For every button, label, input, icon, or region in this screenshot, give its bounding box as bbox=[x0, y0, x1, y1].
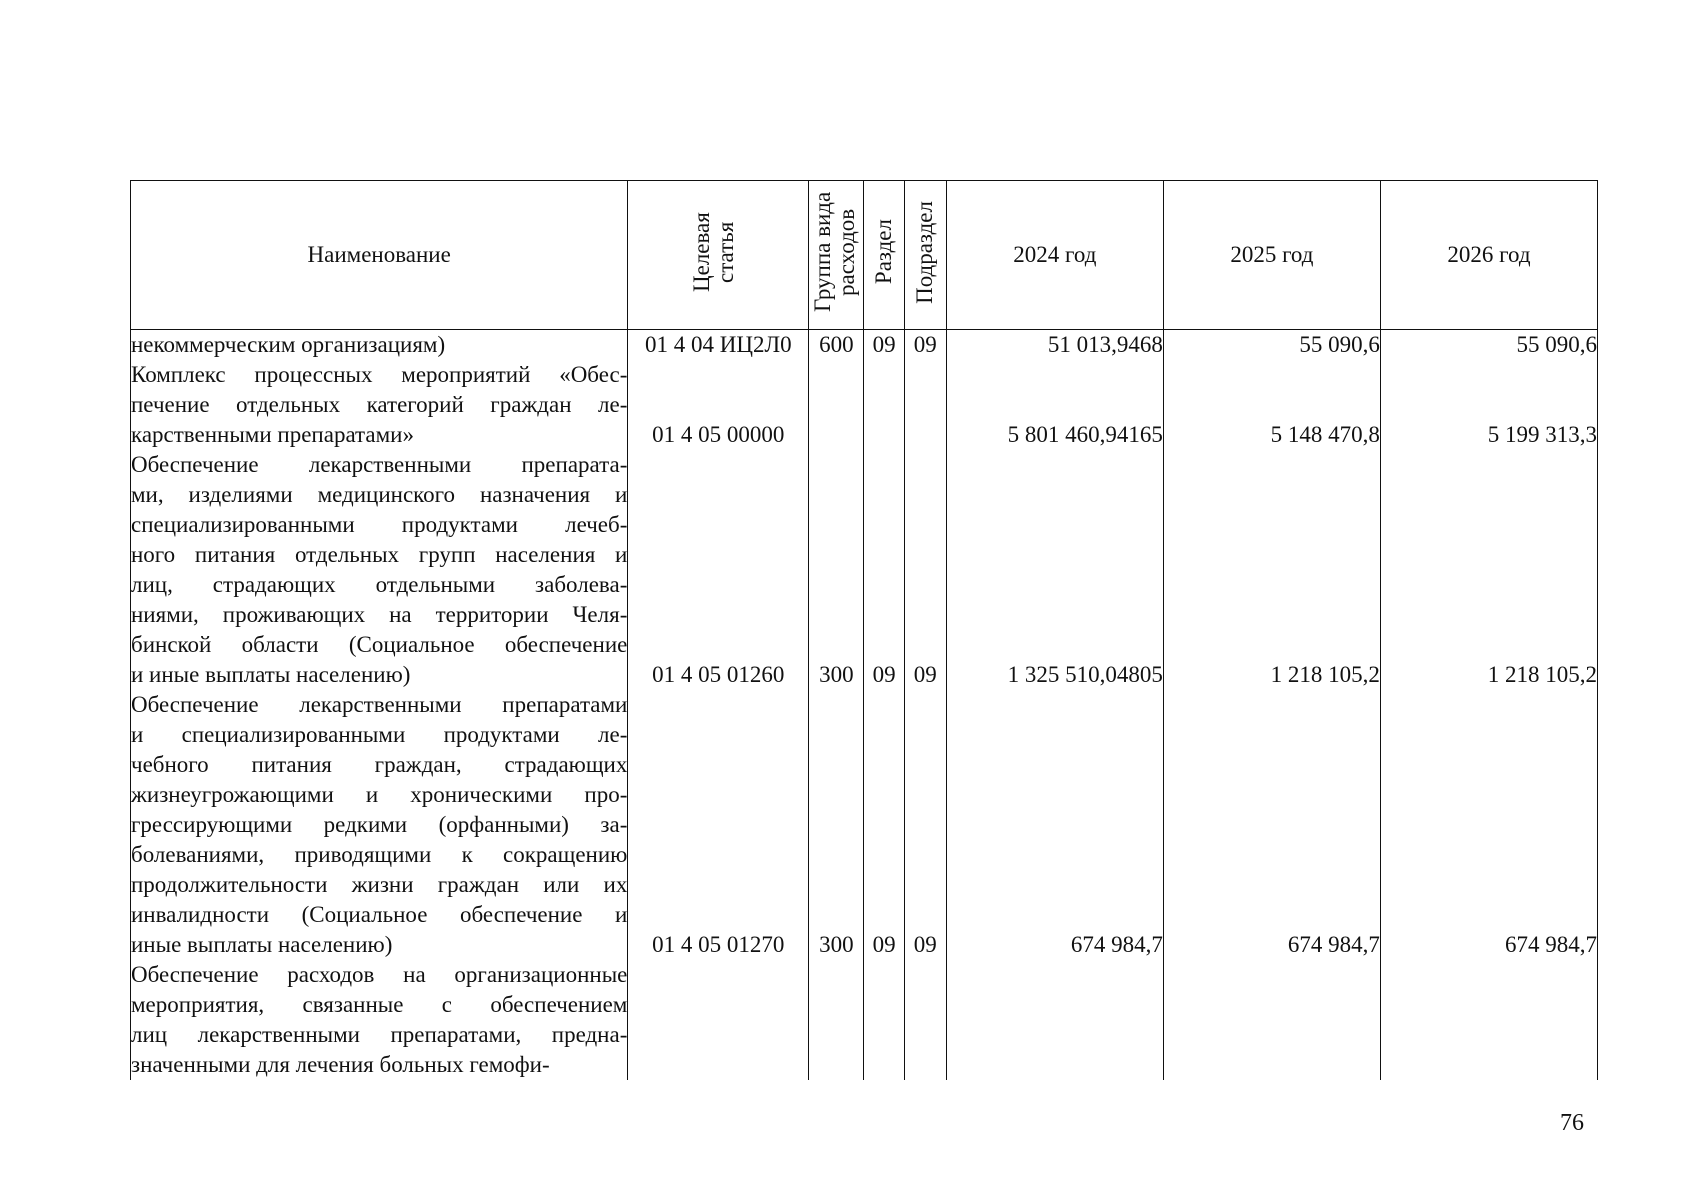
name-line: и специализированными продуктами ле- bbox=[131, 722, 628, 747]
row-subsection: 09 bbox=[904, 690, 946, 960]
row-subsection bbox=[904, 360, 946, 450]
name-line: печение отдельных категорий граждан ле- bbox=[131, 392, 628, 417]
table-row bbox=[131, 960, 1598, 1080]
page-number: 76 bbox=[1560, 1110, 1584, 1136]
name-line: карственными препаратами» bbox=[131, 422, 414, 447]
row-2026: 674 984,7 bbox=[1380, 690, 1597, 960]
row-2024 bbox=[946, 960, 1163, 1080]
row-name bbox=[131, 450, 628, 690]
name-line: жизнеугрожающими и хроническими про- bbox=[131, 782, 628, 807]
row-2024: 674 984,7 bbox=[946, 690, 1163, 960]
name-line: некоммерческим организациям) bbox=[131, 332, 446, 357]
row-subsection: 09 bbox=[904, 450, 946, 690]
row-2025: 1 218 105,2 bbox=[1163, 450, 1380, 690]
name-line: иные выплаты населению) bbox=[131, 932, 393, 957]
row-2025: 55 090,6 bbox=[1163, 330, 1380, 361]
row-name bbox=[131, 330, 628, 361]
row-2024: 1 325 510,04805 bbox=[946, 450, 1163, 690]
row-section: 09 bbox=[864, 330, 904, 361]
row-2026: 55 090,6 bbox=[1380, 330, 1597, 361]
row-2025: 674 984,7 bbox=[1163, 690, 1380, 960]
name-line: Обеспечение лекарственными препарата- bbox=[131, 452, 628, 477]
table-header-row bbox=[131, 181, 1598, 330]
name-line: болеваниями, приводящими к сокращению bbox=[131, 842, 628, 867]
row-section bbox=[864, 960, 904, 1080]
row-subsection: 09 bbox=[904, 330, 946, 361]
row-target-code: 01 4 05 01270 bbox=[628, 690, 809, 960]
name-line: продолжительности жизни граждан или их bbox=[131, 872, 628, 897]
name-line: и иные выплаты населению) bbox=[131, 662, 411, 687]
row-group: 300 bbox=[809, 450, 864, 690]
header-section: Раздел bbox=[864, 181, 904, 330]
row-group bbox=[809, 360, 864, 450]
row-name bbox=[131, 960, 628, 1080]
budget-table bbox=[130, 180, 1598, 1080]
header-2024: 2024 год bbox=[946, 181, 1163, 330]
name-line: бинской области (Социальное обеспечение bbox=[131, 632, 628, 657]
row-2026: 5 199 313,3 bbox=[1380, 360, 1597, 450]
name-line: инвалидности (Социальное обеспечение и bbox=[131, 902, 628, 927]
header-subsection: Подраздел bbox=[904, 181, 946, 330]
table-row bbox=[131, 450, 1598, 690]
name-line: ми, изделиями медицинского назначения и bbox=[131, 482, 628, 507]
row-2026 bbox=[1380, 960, 1597, 1080]
row-2025 bbox=[1163, 960, 1380, 1080]
row-group bbox=[809, 960, 864, 1080]
table-row bbox=[131, 690, 1598, 960]
row-2026: 1 218 105,2 bbox=[1380, 450, 1597, 690]
row-name bbox=[131, 690, 628, 960]
row-2025: 5 148 470,8 bbox=[1163, 360, 1380, 450]
name-line: лиц лекарственными препаратами, предна- bbox=[131, 1022, 628, 1047]
row-group: 600 bbox=[809, 330, 864, 361]
name-line: ного питания отдельных групп населения и bbox=[131, 542, 628, 567]
name-line: значенными для лечения больных гемофи- bbox=[131, 1052, 550, 1077]
name-line: Обеспечение расходов на организационные bbox=[131, 962, 628, 987]
row-section bbox=[864, 360, 904, 450]
header-group: Группа вида расходов bbox=[809, 181, 864, 330]
row-target-code: 01 4 05 01260 bbox=[628, 450, 809, 690]
row-2024: 5 801 460,94165 bbox=[946, 360, 1163, 450]
row-target-code bbox=[628, 960, 809, 1080]
name-line: мероприятия, связанные с обеспечением bbox=[131, 992, 628, 1017]
row-group: 300 bbox=[809, 690, 864, 960]
row-target-code: 01 4 05 00000 bbox=[628, 360, 809, 450]
name-line: грессирующими редкими (орфанными) за- bbox=[131, 812, 628, 837]
name-line: ниями, проживающих на территории Челя- bbox=[131, 602, 628, 627]
name-line: Обеспечение лекарственными препаратами bbox=[131, 692, 628, 717]
table-row bbox=[131, 360, 1598, 450]
name-line: лиц, страдающих отдельными заболева- bbox=[131, 572, 628, 597]
header-2026: 2026 год bbox=[1380, 181, 1597, 330]
header-target: Целевая статья bbox=[628, 181, 809, 330]
row-name bbox=[131, 360, 628, 450]
header-2025: 2025 год bbox=[1163, 181, 1380, 330]
table-row bbox=[131, 330, 1598, 361]
row-section: 09 bbox=[864, 450, 904, 690]
name-line: специализированными продуктами лечеб- bbox=[131, 512, 628, 537]
row-2024: 51 013,9468 bbox=[946, 330, 1163, 361]
row-target-code: 01 4 04 ИЦ2Л0 bbox=[628, 330, 809, 361]
row-section: 09 bbox=[864, 690, 904, 960]
header-name: Наименование bbox=[131, 181, 628, 330]
name-line: Комплекс процессных мероприятий «Обес- bbox=[131, 362, 628, 387]
row-subsection bbox=[904, 960, 946, 1080]
name-line: чебного питания граждан, страдающих bbox=[131, 752, 628, 777]
